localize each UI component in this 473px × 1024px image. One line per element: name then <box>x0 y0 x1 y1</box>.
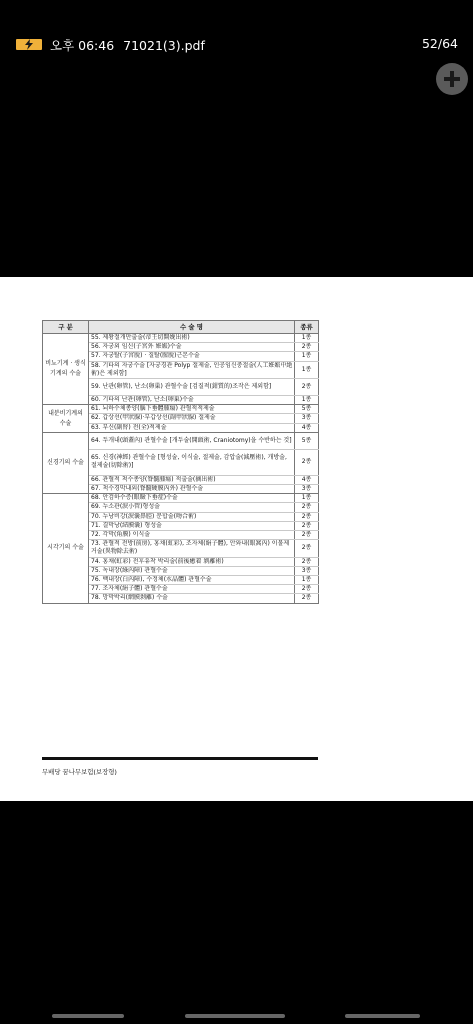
category-cell: 신경기의 수술 <box>43 432 89 493</box>
procedure-cell: 68. 안검하수증(眼瞼下垂症)수술 <box>89 494 295 503</box>
class-cell: 1종 <box>295 494 319 503</box>
procedure-cell: 56. 자궁외 임신(子宮外 姙娠)수술 <box>89 343 295 352</box>
procedure-cell: 65. 신경(神經) 관혈수술 [형성술, 이식술, 절제술, 감압술(減壓術), 개방술, 절제술(切除術)] <box>89 449 295 475</box>
procedure-cell: 62. 갑상선(甲狀腺)·부갑상선(副甲狀腺) 절제술 <box>89 414 295 423</box>
header-category: 구 분 <box>43 321 89 334</box>
category-cell: 비뇨기계 · 생식기계의 수술 <box>43 334 89 405</box>
nav-indicator <box>185 1014 285 1018</box>
class-cell: 2종 <box>295 594 319 603</box>
procedure-cell: 73. 관혈적 전방(前房), 홍채(虹彩), 조자체(絹子體), 안와내(眼窩內) 이물제거술(異物除去術) <box>89 540 295 557</box>
category-cell: 시각기의 수술 <box>43 494 89 603</box>
class-cell: 2종 <box>295 503 319 512</box>
category-cell: 내분비기계의 수술 <box>43 405 89 433</box>
procedure-cell: 60. 기타의 난관(卵管), 난소(卵巢)수술 <box>89 396 295 405</box>
class-cell: 4종 <box>295 423 319 432</box>
procedure-cell: 71. 결막낭(結膜囊) 형성술 <box>89 521 295 530</box>
procedure-cell: 66. 관혈적 척수종양(脊髓腫瘍) 적출술(摘出術) <box>89 475 295 484</box>
procedure-cell: 75. 녹내장(綠內障) 관혈수술 <box>89 566 295 575</box>
class-cell: 1종 <box>295 352 319 361</box>
procedure-cell: 59. 난관(卵管), 난소(卵巢) 관혈수술 [검질적(鉗質的)조작은 제외함] <box>89 379 295 396</box>
class-cell: 2종 <box>295 585 319 594</box>
class-cell: 2종 <box>295 521 319 530</box>
header-class: 종류 <box>295 321 319 334</box>
nav-indicator <box>52 1014 124 1018</box>
class-cell: 5종 <box>295 432 319 449</box>
status-time: 오후 06:46 <box>50 38 115 53</box>
page-indicator: 52/64 <box>421 36 458 51</box>
procedure-cell: 67. 척수경막내외(脊髓硬膜內外) 관혈수술 <box>89 485 295 494</box>
surgery-table <box>42 320 319 604</box>
procedure-cell: 72. 각막(角膜) 이식술 <box>89 531 295 540</box>
table-row <box>43 334 319 343</box>
class-cell: 2종 <box>295 379 319 396</box>
class-cell: 1종 <box>295 334 319 343</box>
class-cell: 2종 <box>295 531 319 540</box>
procedure-cell: 61. 뇌하수체종양(腦下垂體腫瘍) 관혈적적제술 <box>89 405 295 414</box>
procedure-cell: 58. 기타의 자궁수술 [자궁경관 Polyp 절제술, 인공임신중절술(人工姙娠中絶術)은 제외함] <box>89 361 295 378</box>
procedure-cell: 78. 망막박리(網膜剝離) 수술 <box>89 594 295 603</box>
procedure-cell: 77. 조자체(絹子體) 관혈수술 <box>89 585 295 594</box>
procedure-cell: 69. 누소관(淚小管)형성술 <box>89 503 295 512</box>
class-cell: 2종 <box>295 449 319 475</box>
class-cell: 2종 <box>295 512 319 521</box>
procedure-cell: 76. 백내장(白內障), 수정체(水晶體) 관혈수술 <box>89 576 295 585</box>
class-cell: 1종 <box>295 576 319 585</box>
class-cell: 3종 <box>295 485 319 494</box>
class-cell: 1종 <box>295 361 319 378</box>
class-cell: 2종 <box>295 540 319 557</box>
procedure-cell: 57. 자궁탈(子宮脫) · 질탈(膣脫)근본수술 <box>89 352 295 361</box>
header-procedure: 수 술 명 <box>89 321 295 334</box>
class-cell: 3종 <box>295 414 319 423</box>
footer-rule <box>42 757 318 760</box>
plus-icon[interactable] <box>436 63 468 95</box>
procedure-cell: 63. 부신(副腎) 전(全)적제술 <box>89 423 295 432</box>
pdf-viewer-topbar <box>0 0 473 90</box>
table-header <box>43 321 319 334</box>
procedure-cell: 64. 두개내(頭蓋內) 관혈수술 [개두술(開頭術, Craniotomy)을 수반하는 것] <box>89 432 295 449</box>
class-cell: 1종 <box>295 396 319 405</box>
document-title <box>50 36 214 54</box>
procedure-cell: 74. 홍채(虹彩) 전후유착 박리술(前後癒着 剝離術) <box>89 557 295 566</box>
class-cell: 2종 <box>295 557 319 566</box>
table-row <box>43 405 319 414</box>
class-cell: 4종 <box>295 475 319 484</box>
class-cell: 3종 <box>295 566 319 575</box>
class-cell: 5종 <box>295 405 319 414</box>
footer-text: 무배당 꿈나무보험(보장형) <box>42 768 117 776</box>
procedure-cell: 70. 누낭비강(淚囊鼻腔) 문합술(吻合術) <box>89 512 295 521</box>
nav-indicator <box>345 1014 420 1018</box>
navigation-bar <box>0 1010 473 1024</box>
table-row <box>43 432 319 449</box>
procedure-cell: 55. 제왕절개만출술(帝王切開娩出術) <box>89 334 295 343</box>
class-cell: 2종 <box>295 343 319 352</box>
file-name: 71021(3).pdf <box>123 38 205 53</box>
flash-icon <box>16 39 42 50</box>
table-row <box>43 494 319 503</box>
